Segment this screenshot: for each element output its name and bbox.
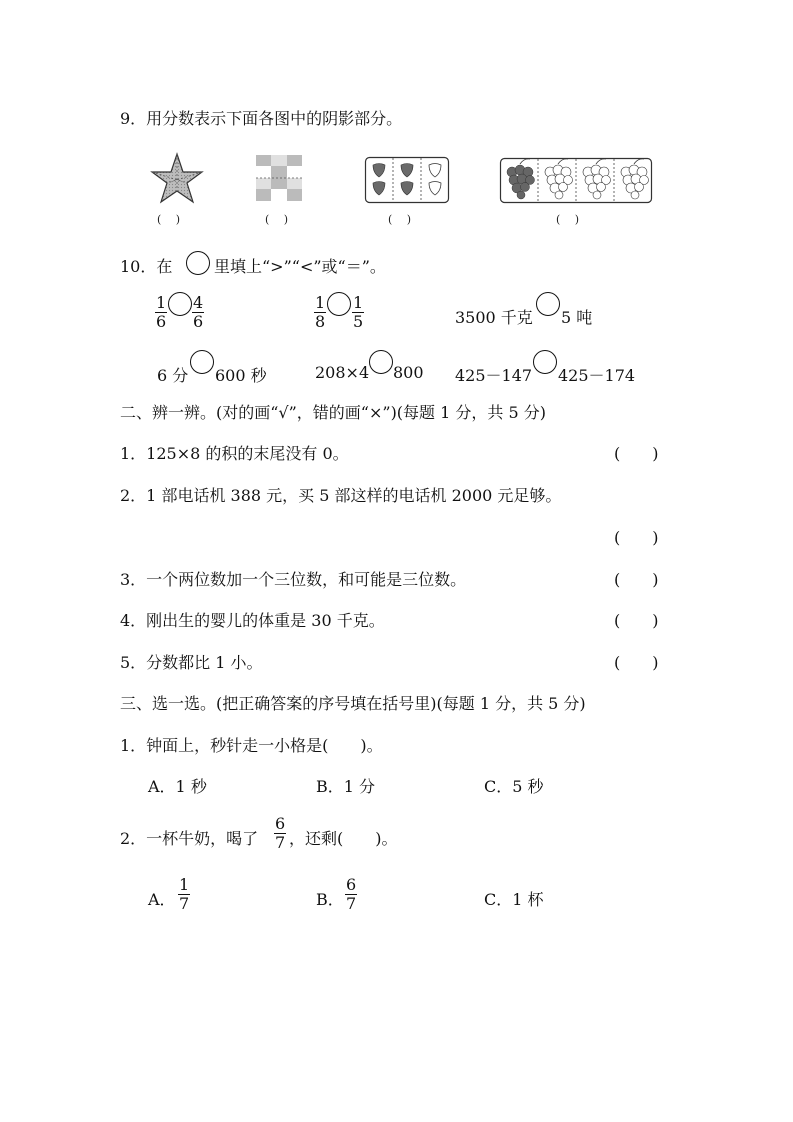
- denominator: 8: [315, 312, 326, 331]
- section3-q2-frac: [274, 815, 286, 852]
- q10-r2a-circle[interactable]: [190, 350, 214, 374]
- denominator: 6: [156, 312, 167, 331]
- strawberry-icon: [365, 157, 449, 203]
- q10-r2c-left: 425－147: [455, 366, 533, 385]
- section3-q2-post: ，还剩( )。: [289, 829, 398, 848]
- section2-item-4: 4．刚出生的婴儿的体重是 30 千克。: [120, 611, 385, 630]
- section2-answer-2[interactable]: ( ): [614, 528, 659, 547]
- section2-item-3: 3．一个两位数加一个三位数，和可能是三位数。: [120, 570, 467, 589]
- grape-icon: [500, 150, 660, 210]
- q10-r1c-circle[interactable]: [536, 292, 560, 316]
- section2-heading: 二、辨一辨。(对的画“√”，错的画“×”)(每题 1 分，共 5 分): [120, 403, 546, 422]
- q10-r1a-left-frac: [155, 294, 167, 331]
- section2-item-1: 1．125×8 的积的末尾没有 0。: [120, 444, 349, 463]
- star-icon: [150, 153, 204, 205]
- q10-title-circle: [186, 251, 210, 275]
- q9-title: 9．用分数表示下面各图中的阴影部分。: [120, 109, 403, 128]
- numerator: 1: [315, 293, 326, 312]
- q10-r1a-right-frac: [192, 294, 204, 331]
- section3-q2-option-b-label[interactable]: B．: [316, 890, 344, 909]
- section3-q2-pre: 2．一杯牛奶，喝了: [120, 829, 259, 848]
- q9-blank-1[interactable]: ( ): [157, 213, 181, 226]
- section3-q1-text: 1．钟面上，秒针走一小格是( )。: [120, 736, 383, 755]
- numerator: 1: [156, 293, 167, 312]
- numerator: 6: [275, 814, 286, 833]
- numerator: 4: [193, 293, 204, 312]
- section3-q2-option-c[interactable]: C．1 杯: [484, 890, 544, 909]
- q10-r1b-right-frac: [352, 294, 364, 331]
- section3-q1-option-b[interactable]: B．1 分: [316, 777, 376, 796]
- q9-blank-3[interactable]: ( ): [388, 213, 412, 226]
- section2-answer-3[interactable]: ( ): [614, 570, 659, 589]
- q10-title-pre: 10．在: [120, 257, 173, 276]
- q10-r1c-right: 5 吨: [561, 308, 593, 327]
- q10-r1a-circle[interactable]: [168, 292, 192, 316]
- section2-item-5: 5．分数都比 1 小。: [120, 653, 263, 672]
- numerator: 6: [346, 875, 357, 894]
- section3-q2-option-a-label[interactable]: A．: [148, 890, 176, 909]
- q9-blank-2[interactable]: ( ): [265, 213, 289, 226]
- q10-r1b-circle[interactable]: [327, 292, 351, 316]
- q10-r2b-right: 800: [393, 363, 424, 382]
- denominator: 7: [179, 894, 190, 913]
- denominator: 6: [193, 312, 204, 331]
- numerator: 1: [179, 875, 190, 894]
- grid-icon: [256, 155, 302, 201]
- q9-blank-4[interactable]: ( ): [556, 213, 580, 226]
- section3-heading: 三、选一选。(把正确答案的序号填在括号里)(每题 1 分，共 5 分): [120, 694, 586, 713]
- q10-r2a-left: 6 分: [157, 366, 189, 385]
- denominator: 5: [353, 312, 364, 331]
- denominator: 7: [346, 894, 357, 913]
- section3-q1-option-a[interactable]: A．1 秒: [148, 777, 207, 796]
- section3-q2-option-b-frac[interactable]: [345, 876, 357, 913]
- denominator: 7: [275, 833, 286, 852]
- q10-title-post: 里填上“>”“<”或“＝”。: [214, 257, 386, 276]
- section3-q1-option-c[interactable]: C．5 秒: [484, 777, 544, 796]
- section3-q2-option-a-frac[interactable]: [178, 876, 190, 913]
- q10-r1c-left: 3500 千克: [455, 308, 533, 327]
- q10-r1b-left-frac: [314, 294, 326, 331]
- q10-r2c-right: 425－174: [558, 366, 636, 385]
- numerator: 1: [353, 293, 364, 312]
- q10-r2a-right: 600 秒: [215, 366, 267, 385]
- q10-r2c-circle[interactable]: [533, 350, 557, 374]
- section2-answer-1[interactable]: ( ): [614, 444, 659, 463]
- section2-item-2: 2．1 部电话机 388 元，买 5 部这样的电话机 2000 元足够。: [120, 486, 562, 505]
- section2-answer-4[interactable]: ( ): [614, 611, 659, 630]
- q10-r2b-circle[interactable]: [369, 350, 393, 374]
- section2-answer-5[interactable]: ( ): [614, 653, 659, 672]
- q10-r2b-left: 208×4: [315, 363, 370, 382]
